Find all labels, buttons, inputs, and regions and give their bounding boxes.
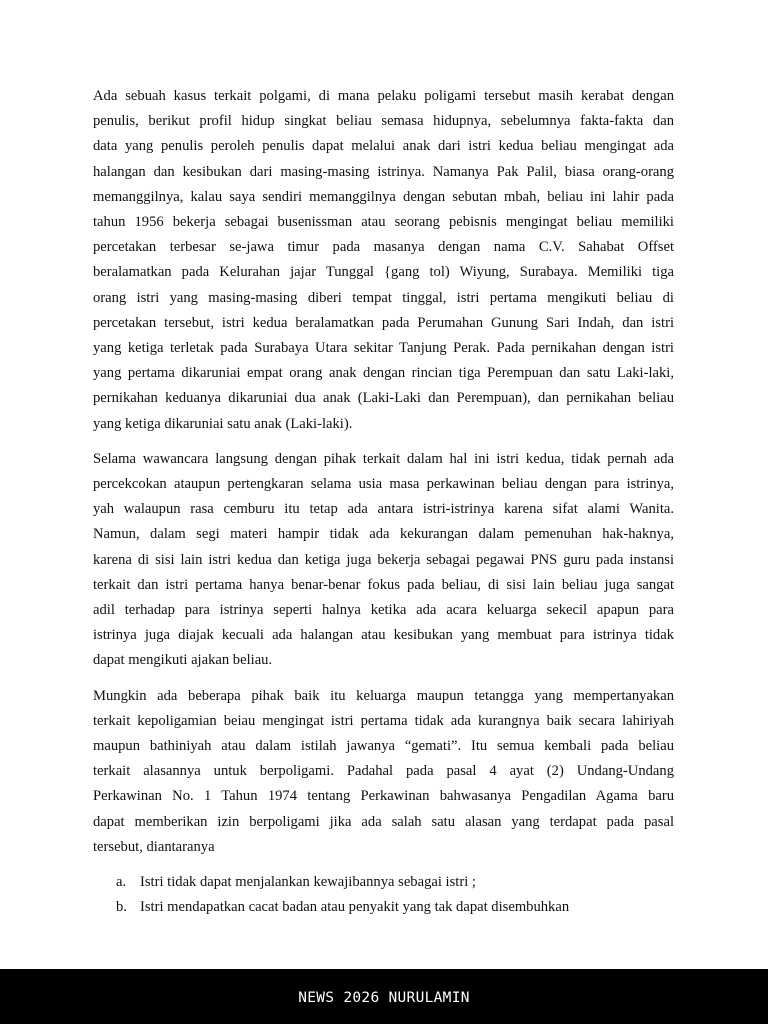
list-item-text: Istri tidak dapat menjalankan kewajibannya sebagai istri ; (140, 874, 476, 891)
text-line: terkait alasannya untuk berpoligami. Padahal pada pasal 4 ayat (2) Undang-Undang (93, 763, 674, 780)
text-line: Perkawinan No. 1 Tahun 1974 tentang Perkawinan bahwasanya Pengadilan Agama baru (93, 788, 674, 805)
text-line: yang ketiga terletak pada Surabaya Utara sekitar Tanjung Perak. Pada pernikahan dengan istri (93, 340, 674, 357)
text-line: yah walaupun rasa cemburu itu tetap ada antara istri-istrinya karena sifat alami Wanita. (93, 501, 674, 518)
list-item (93, 870, 674, 895)
list-marker: b. (116, 899, 127, 916)
text-line: percetakan tersebut, istri kedua beralamatkan pada Perumahan Gunung Sari Indah, dan istri (93, 314, 674, 331)
text-line: tahun 1956 bekerja sebagai busenissman atau seorang pebisnis mengingat beliau memiliki (93, 214, 674, 231)
text-line: yang pertama dikaruniai empat orang anak dengan rincian tiga Perempuan dan satu Laki-laki, (93, 365, 674, 382)
paragraph-3 (93, 684, 674, 860)
document-body (93, 84, 674, 921)
list-marker: a. (116, 874, 127, 891)
paragraph-1 (93, 84, 674, 437)
footer-text: NEWS 2026 NURULAMIN (298, 989, 470, 1006)
text-line: yang ketiga dikaruniai satu anak (Laki-laki). (93, 415, 353, 432)
list-item (93, 895, 674, 920)
text-line: Ada sebuah kasus terkait polgami, di mana pelaku poligami tersebut masih kerabat dengan (93, 88, 674, 104)
text-line: terkait kepoligamian beiau mengingat istri pertama tidak ada kurangnya baik secara lahiriyah (93, 712, 674, 729)
text-line: pernikahan keduanya dikaruniai dua anak (Laki-Laki dan Perempuan), dan pernikahan beliau (93, 390, 674, 407)
text-line: tersebut, diantaranya (93, 838, 215, 855)
text-line: terkait dan istri pertama hanya benar-benar fokus pada beliau, di sisi lain beliau juga sangat (93, 576, 674, 593)
text-line: dapat mengikuti ajakan beliau. (93, 652, 273, 669)
footer-banner (0, 969, 768, 1024)
text-line: adil terhadap para istrinya seperti halnya ketika ada acara keluarga sekecil apapun para (93, 602, 674, 619)
text-line: Mungkin ada beberapa pihak baik itu keluarga maupun tetangga yang mempertanyakan (93, 687, 674, 704)
reason-list (93, 870, 674, 920)
text-line: percekcokan ataupun pertengkaran selama usia masa perkawinan beliau dengan para istrinya, (93, 476, 674, 493)
paragraph-2 (93, 447, 674, 674)
text-line: orang istri yang masing-masing diberi tempat tinggal, istri pertama mengikuti beliau di (93, 289, 674, 306)
text-line: istrinya juga diajak kecuali ada halangan atau kesibukan yang membuat para istrinya tidak (93, 627, 674, 644)
text-line: halangan dan kesibukan dari masing-masing istrinya. Namanya Pak Palil, biasa orang-orang (93, 163, 674, 180)
text-line: penulis, berikut profil hidup singkat beliau semasa hidupnya, sebelumnya fakta-fakta dan (93, 113, 674, 130)
text-line: Selama wawancara langsung dengan pihak terkait dalam hal ini istri kedua, tidak pernah ada (93, 450, 674, 467)
text-line: karena di sisi lain istri kedua dan ketiga juga bekerja sebagai pegawai PNS guru pada instansi (93, 551, 674, 568)
text-line: beralamatkan pada Kelurahan jajar Tunggal {gang tol) Wiyung, Surabaya. Memiliki tiga (93, 264, 674, 281)
text-line: Namun, dalam segi materi hampir tidak ada kekurangan dalam pemenuhan hak-haknya, (93, 526, 674, 543)
text-line: data yang penulis peroleh penulis dapat melalui anak dari istri kedua beliau mengingat ada (93, 138, 674, 155)
list-item-text: Istri mendapatkan cacat badan atau penyakit yang tak dapat disembuhkan (140, 899, 570, 916)
text-line: percetakan terbesar se-jawa timur pada masanya dengan nama C.V. Sahabat Offset (93, 239, 674, 256)
text-line: memanggilnya, kalau saya sendiri memanggilnya dengan sebutan mbah, beliau ini lahir pada (93, 188, 674, 205)
text-line: dapat memberikan izin berpoligami jika ada salah satu alasan yang terdapat pada pasal (93, 813, 674, 830)
text-line: maupun bathiniyah atau dalam istilah jawanya “gemati”. Itu semua kembali pada beliau (93, 738, 674, 755)
